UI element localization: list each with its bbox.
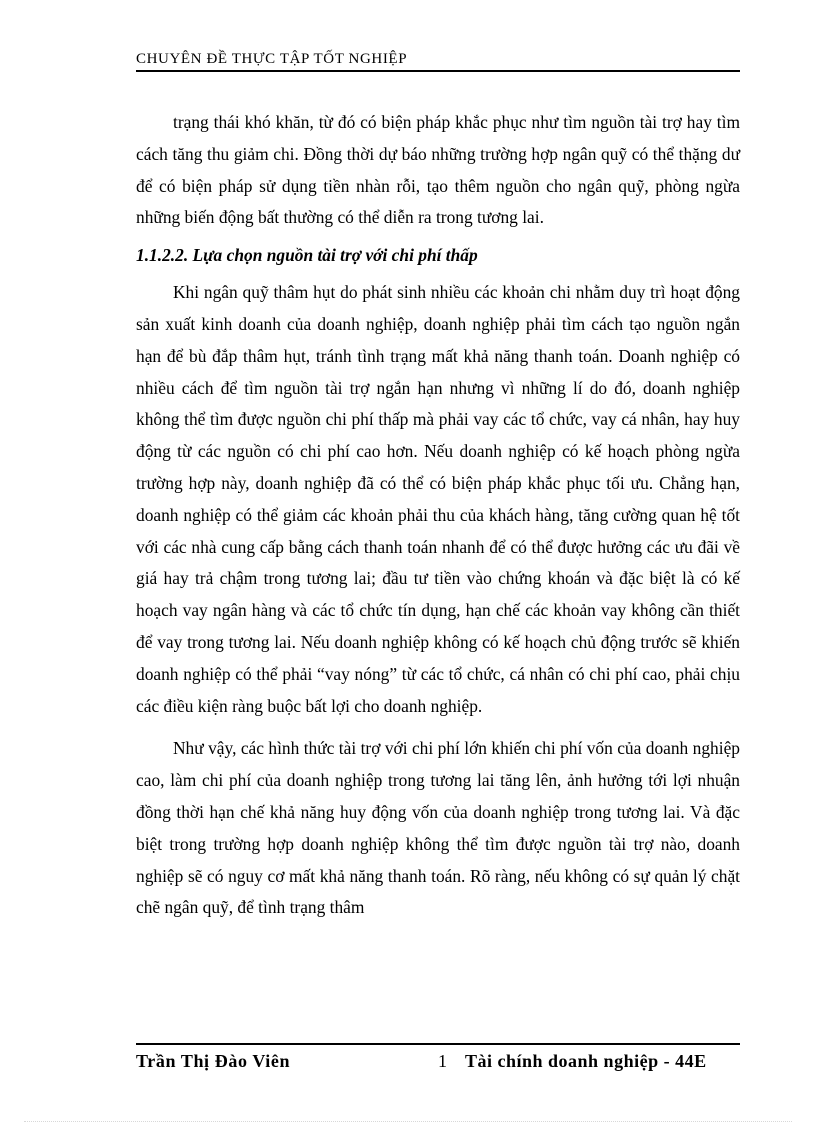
page-number: 1 xyxy=(438,1051,447,1071)
paragraph: Khi ngân quỹ thâm hụt do phát sinh nhiều các khoản chi nhằm duy trì hoạt động sản xuất kinh doanh của doanh nghiệp, doanh nghiệp phải tìm cách tạo nguồn ngắn hạn để bù đắp thâm hụt, tránh tình trạng mất khả năng thanh toán. Doanh nghiệp có nhiều cách để tìm nguồn tài trợ ngắn hạn nhưng vì những lí do đó, doanh nghiệp không thể tìm được nguồn chi phí thấp mà phải vay các tổ chức, vay cá nhân, hay huy động từ các nguồn có chi phí cao hơn. Nếu doanh nghiệp có kế hoạch phòng ngừa trường hợp này, doanh nghiệp đã có thể có biện pháp khắc phục tối ưu. Chẳng hạn, doanh nghiệp có thể giảm các khoản phải thu của khách hàng, tăng cường quan hệ tốt với các nhà cung cấp bằng cách thanh toán nhanh để có thể được hưởng các ưu đãi về giá hay trả chậm trong tương lai; đầu tư tiền vào chứng khoán và đặc biệt là có kế hoạch vay ngân hàng và các tổ chức tín dụng, hạn chế các khoản vay không cần thiết để vay trong tương lai. Nếu doanh nghiệp không có kế hoạch chủ động trước sẽ khiến doanh nghiệp có thể phải “vay nóng” từ các tổ chức, cá nhân có chi phí cao, phải chịu các điều kiện ràng buộc bất lợi cho doanh nghiệp. xyxy=(136,282,740,716)
footer-author: Trần Thị Đào Viên xyxy=(136,1051,291,1071)
paragraph: trạng thái khó khăn, từ đó có biện pháp khắc phục như tìm nguồn tài trợ hay tìm cách tăng thu giảm chi. Đồng thời dự báo những trường hợp ngân quỹ có thể thặng dư để có biện pháp sử dụng tiền nhàn rỗi, tạo thêm nguồn cho ngân quỹ, phòng ngừa những biến động bất thường có thể diễn ra trong tương lai. xyxy=(136,112,740,228)
footer-divider xyxy=(136,1043,740,1045)
page-header-title: CHUYÊN ĐỀ THỰC TẬP TỐT NGHIỆP xyxy=(136,51,408,67)
header-divider xyxy=(136,70,740,72)
footer-department: Tài chính doanh nghiệp - 44E xyxy=(465,1051,707,1071)
section-heading: 1.1.2.2. Lựa chọn nguồn tài trợ với chi phí thấp xyxy=(136,245,478,266)
page-footer xyxy=(136,1048,740,1074)
paragraph: Như vậy, các hình thức tài trợ với chi phí lớn khiến chi phí vốn của doanh nghiệp cao, làm chi phí của doanh nghiệp trong tương lai tăng lên, ảnh hưởng tới lợi nhuận đồng thời hạn chế khả năng huy động vốn của doanh nghiệp trong tương lai. Và đặc biệt trong trường hợp doanh nghiệp không thể tìm được nguồn tài trợ nào, doanh nghiệp sẽ có nguy cơ mất khả năng thanh toán. Rõ ràng, nếu không có sự quản lý chặt chẽ ngân quỹ, để tình trạng thâm xyxy=(136,738,740,918)
page-edge-divider xyxy=(24,1121,792,1122)
document-body xyxy=(136,107,740,924)
